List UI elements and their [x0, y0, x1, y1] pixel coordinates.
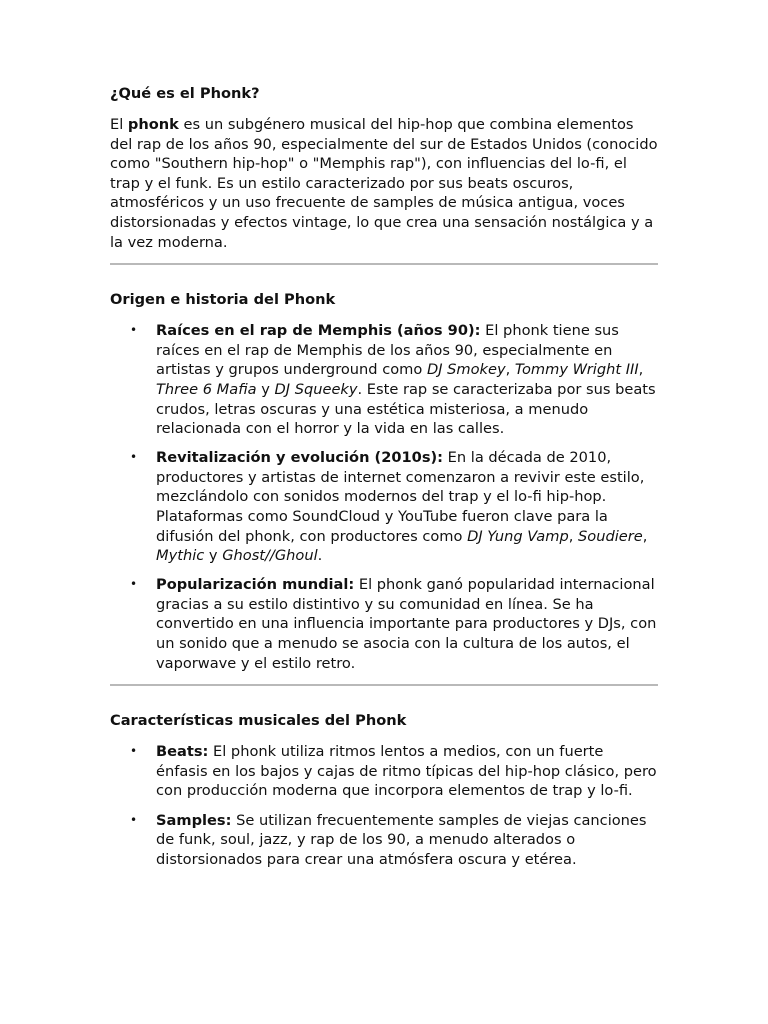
- list-item: [110, 575, 658, 673]
- item-text: Se utilizan frecuentemente samples de viejas canciones de funk, soul, jazz, y rap de los 90, a menudo alterados o distorsionados para crear una atmósfera oscura y etérea.: [156, 811, 647, 868]
- bullet-icon: •: [130, 744, 138, 759]
- list-item: [110, 811, 658, 870]
- heading-origin-history: Origen e historia del Phonk: [110, 291, 336, 309]
- item-text: ,: [642, 527, 648, 545]
- section-divider: [110, 684, 658, 686]
- bullet-icon: •: [130, 577, 138, 592]
- item-text: ,: [638, 361, 644, 379]
- item-label: Popularización mundial:: [156, 576, 355, 594]
- item-label: Revitalización y evolución (2010s):: [156, 449, 444, 467]
- list-item: [110, 448, 658, 566]
- origin-list: [110, 321, 658, 673]
- item-text: ,: [505, 361, 515, 379]
- features-list: [110, 742, 658, 869]
- intro-paragraph: [110, 115, 658, 252]
- artist-name: Three 6 Mafia: [156, 380, 257, 398]
- list-item: [110, 742, 658, 801]
- item-text: y: [256, 380, 275, 398]
- item-label: Beats:: [156, 743, 209, 761]
- item-label: Samples:: [156, 811, 232, 829]
- heading-what-is-phonk: ¿Qué es el Phonk?: [110, 85, 260, 102]
- artist-name: Ghost//Ghoul: [222, 547, 318, 565]
- item-label: Raíces en el rap de Memphis (años 90):: [156, 322, 481, 340]
- intro-text-start: El: [110, 116, 128, 133]
- artist-name: Tommy Wright III: [514, 361, 639, 379]
- item-text: .: [317, 547, 323, 565]
- section-divider: [110, 263, 658, 265]
- artist-name: Mythic: [156, 547, 205, 565]
- intro-text-rest: es un subgénero musical del hip-hop que combina elementos del rap de los años 90, especialmente del sur de Estados Unidos (conocido como "Southern hip-hop" o "Memphis rap"), con influencias del lo-fi, el trap y el funk. Es un estilo caracterizado por sus beats oscuros, atmosféricos y un uso frecuente de samples de música antigua, voces distorsionadas y efectos vintage, lo que crea una sensación nostálgica y a la vez moderna.: [110, 116, 658, 251]
- list-item: [110, 321, 658, 439]
- item-text: El phonk utiliza ritmos lentos a medios, con un fuerte énfasis en los bajos y cajas de ritmo típicas del hip-hop clásico, pero con producción moderna que incorpora elementos de trap y lo-fi.: [156, 743, 657, 800]
- item-text: El phonk tiene sus raíces en el rap de Memphis de los años 90, especialmente en artistas y grupos underground como: [156, 322, 619, 379]
- item-text: ,: [568, 527, 578, 545]
- item-text: y: [204, 547, 223, 565]
- artist-name: DJ Yung Vamp: [467, 527, 569, 545]
- bullet-icon: •: [130, 323, 138, 338]
- item-text: En la década de 2010, productores y artistas de internet comenzaron a revivir este estilo, mezclándolo con sonidos modernos del trap y el lo-fi hip-hop. Plataformas como SoundCloud y YouTube fueron clave para la difusión del phonk, con productores como: [156, 449, 645, 545]
- heading-musical-features: Características musicales del Phonk: [110, 712, 407, 730]
- item-text: El phonk ganó popularidad internacional gracias a su estilo distintivo y su comunidad en línea. Se ha convertido en una influencia importante para productores y DJs, con un sonido que a menudo se asocia con la cultura de los autos, el vaporwave y el estilo retro.: [156, 576, 657, 672]
- bullet-icon: •: [130, 450, 138, 465]
- item-text: . Este rap se caracterizaba por sus beats crudos, letras oscuras y una estética misteriosa, a menudo relacionada con el horror y la vida en las calles.: [156, 380, 656, 438]
- intro-bold-phonk: phonk: [127, 116, 179, 133]
- artist-name: DJ Smokey: [426, 361, 506, 379]
- document-page: [110, 82, 658, 869]
- artist-name: Soudiere: [578, 527, 643, 545]
- artist-name: DJ Squeeky: [274, 380, 358, 398]
- bullet-icon: •: [130, 812, 138, 827]
